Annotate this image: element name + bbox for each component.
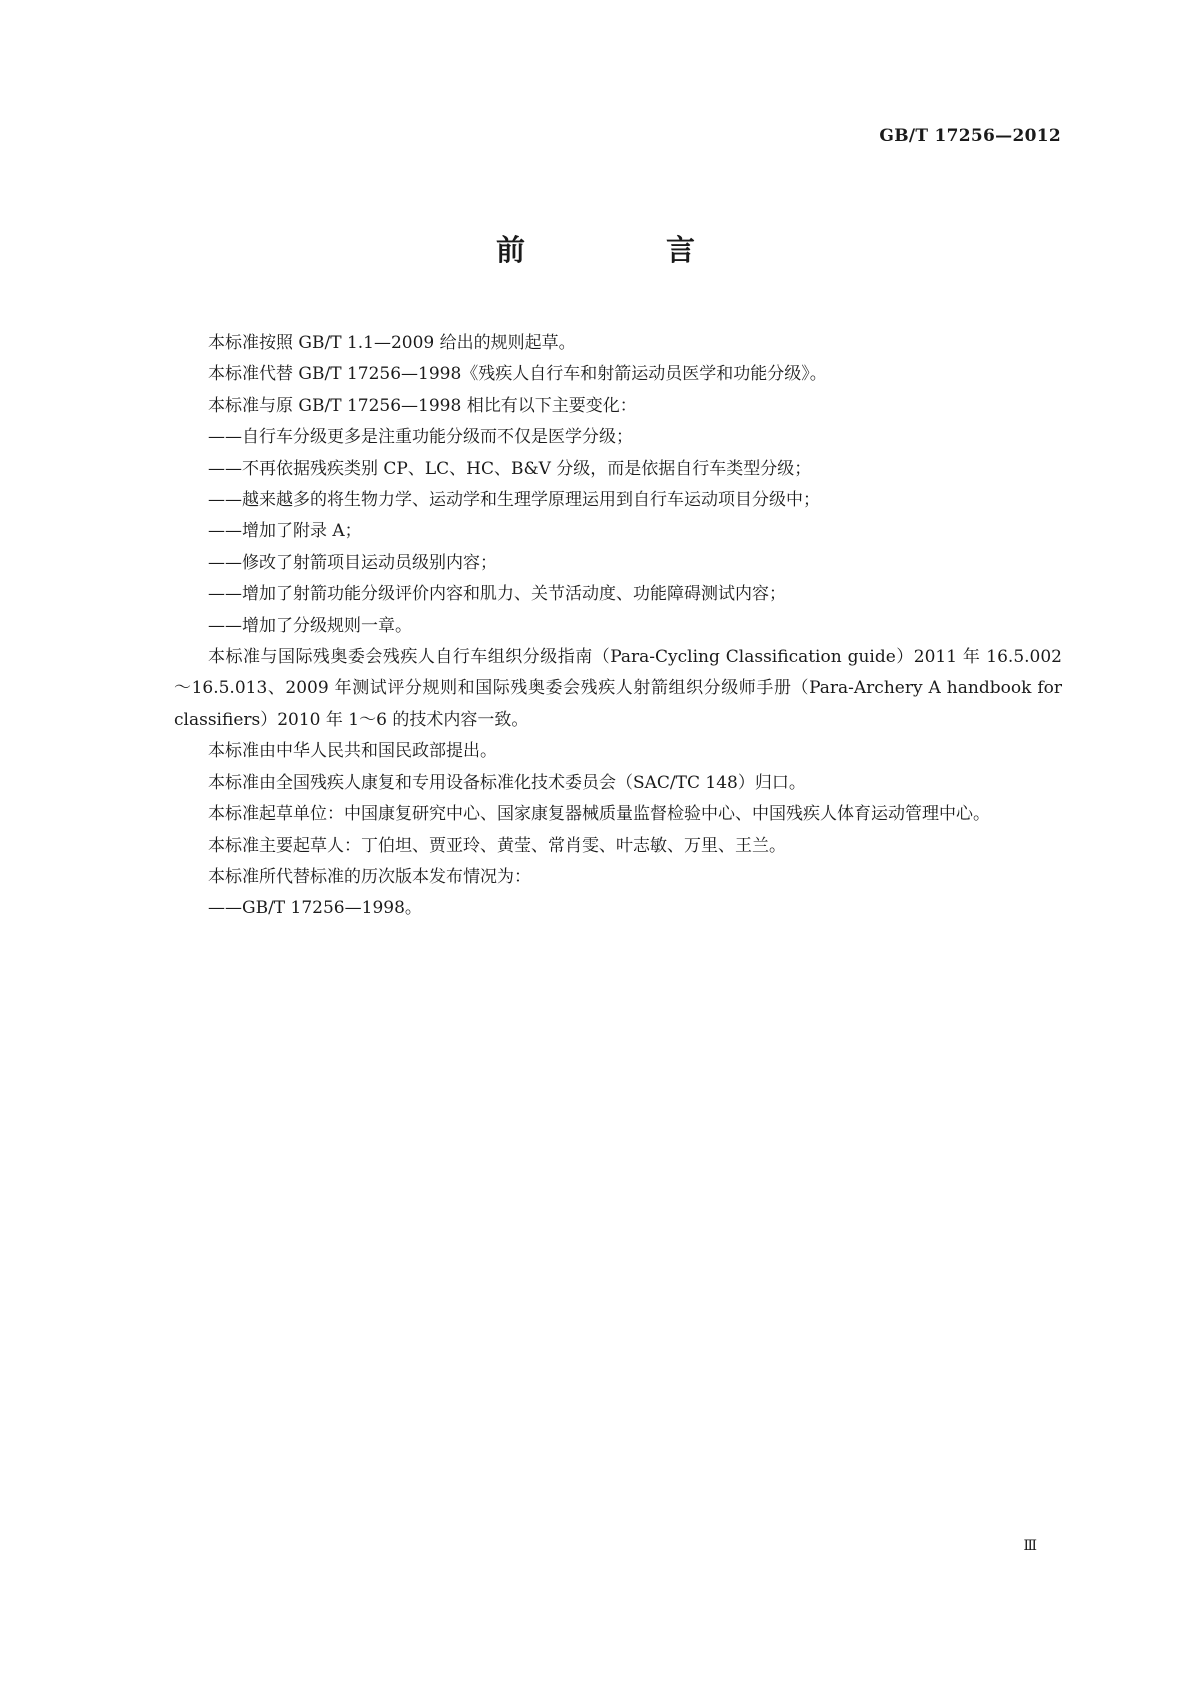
paragraph-proposed-by: 本标准由中华人民共和国民政部提出。 [208,741,497,762]
paragraph-version-history-intro: 本标准所代替标准的历次版本发布情况为： [208,866,531,887]
paragraph-replaces: 本标准代替 GB/T 17256—1998《残疾人自行车和射箭运动员医学和功能分级》。 [208,364,827,385]
paragraph-drafting-rules: 本标准按照 GB/T 1.1—2009 给出的规则起草。 [208,333,576,353]
page-number: Ⅲ [1023,1538,1036,1554]
paragraph-drafting-units: 本标准起草单位：中国康复研究中心、国家康复器械质量监督检验中心、中国残疾人体育运动管理中心。 [208,804,990,825]
paragraph-changes-intro: 本标准与原 GB/T 17256—1998 相比有以下主要变化： [208,395,637,416]
change-item: ——自行车分级更多是注重功能分级而不仅是医学分级； [208,427,633,448]
paragraph-consistency: 本标准与国际残奥委会残疾人自行车组织分级指南（Para-Cycling Classification guide）2011 年 16.5.002～16.5.013、2009 年测试评分规则和国际残奥委会残疾人射箭组织分级师手册（Para-Archery A handbook for classifiers）2010 年 1～6 的技术内容一致。 [174,647,1062,730]
foreword-body [174,328,1062,925]
change-item: ——增加了分级规则一章。 [208,615,412,636]
change-item: ——不再依据残疾类别 CP、LC、HC、B&V 分级，而是依据自行车类型分级； [208,458,812,479]
change-item: ——修改了射箭项目运动员级别内容； [208,552,497,573]
version-history-item: ——GB/T 17256—1998。 [208,898,422,919]
change-item: ——增加了附录 A； [208,521,362,542]
page-title: 前 言 [495,233,751,267]
change-item: ——增加了射箭功能分级评价内容和肌力、关节活动度、功能障碍测试内容； [208,584,786,605]
change-item: ——越来越多的将生物力学、运动学和生理学原理运用到自行车运动项目分级中； [208,490,820,511]
paragraph-under-jurisdiction: 本标准由全国残疾人康复和专用设备标准化技术委员会（SAC/TC 148）归口。 [208,772,806,793]
standard-code-header: GB/T 17256—2012 [879,126,1061,146]
paragraph-drafters: 本标准主要起草人：丁伯坦、贾亚玲、黄莹、常肖雯、叶志敏、万里、王兰。 [208,835,786,856]
